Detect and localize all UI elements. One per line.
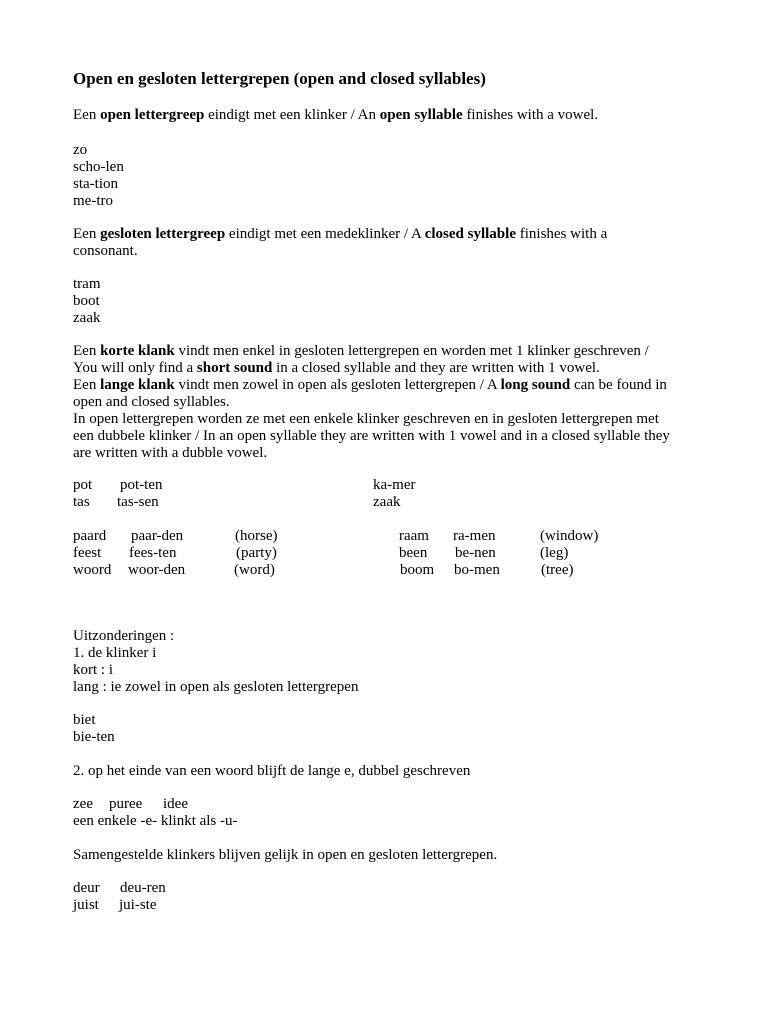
table-cell: zaak	[373, 494, 401, 510]
list-item: tram	[73, 276, 101, 292]
list-item: scho-len	[73, 159, 124, 175]
text: In open lettergrepen worden ze met een enkele klinker geschreven en in gesloten lettergrepen met	[73, 411, 659, 427]
text: You will only find a	[73, 360, 197, 376]
table-cell: woor-den	[128, 562, 186, 578]
list-item: sta-tion	[73, 176, 118, 192]
table-cell: been	[399, 545, 428, 561]
exceptions-section	[73, 628, 698, 696]
list-item: zee	[73, 796, 93, 812]
term-lange-klank: lange klank	[100, 377, 175, 393]
text: open and closed syllables.	[73, 394, 230, 410]
table-cell: (leg)	[540, 545, 569, 561]
text: are written with a dubble vowel.	[73, 445, 268, 461]
term-korte-klank: korte klank	[100, 343, 175, 359]
table-cell: ka-mer	[373, 477, 416, 493]
list-item: 1. de klinker i	[73, 645, 157, 661]
open-examples-list	[73, 142, 698, 210]
list-item: zo	[73, 142, 88, 158]
section-heading: Uitzonderingen :	[73, 628, 175, 644]
text: can be found in	[570, 377, 667, 393]
table-cell: pot-ten	[120, 477, 163, 493]
page-title: Open en gesloten lettergrepen (open and closed syllables)	[73, 69, 486, 88]
text: in a closed syllable and they are written with 1 vowel.	[272, 360, 600, 376]
table-cell: (window)	[540, 528, 599, 544]
list-item: boot	[73, 293, 100, 309]
term-short-sound: short sound	[196, 360, 273, 376]
text: Samengestelde klinkers blijven gelijk in open en gesloten lettergrepen.	[73, 847, 498, 863]
table-cell: (party)	[236, 545, 277, 561]
list-item: 2. op het einde van een woord blijft de lange e, dubbel geschreven	[73, 763, 471, 779]
closed-examples-list	[73, 276, 698, 327]
term-gesloten-lettergreep: gesloten lettergreep	[100, 226, 226, 242]
list-item: me-tro	[73, 193, 113, 209]
text: Een	[73, 226, 101, 242]
table-cell: deur	[73, 880, 100, 896]
table-cell: (horse)	[235, 528, 278, 544]
table-cell: raam	[399, 528, 429, 544]
text: Een	[73, 107, 101, 123]
term-closed-syllable: closed syllable	[424, 226, 516, 242]
table-cell: boom	[400, 562, 435, 578]
text: lang : ie zowel in open als gesloten lettergrepen	[73, 679, 359, 695]
table-cell: deu-ren	[120, 880, 166, 896]
term-open-lettergreep: open lettergreep	[100, 107, 205, 123]
table-cell: paar-den	[131, 528, 184, 544]
table-cell: jui-ste	[119, 897, 157, 913]
exception-1-examples	[73, 712, 698, 746]
text: Een	[73, 377, 101, 393]
table-cell: juist	[73, 897, 99, 913]
term-open-syllable: open syllable	[379, 107, 463, 123]
closed-syllable-definition	[73, 226, 698, 260]
table-cell: tas-sen	[117, 494, 159, 510]
table-cell: be-nen	[455, 545, 496, 561]
text: finishes with a	[515, 226, 608, 242]
table-cell: pot	[73, 477, 93, 493]
term-long-sound: long sound	[500, 377, 571, 393]
table-cell: ra-men	[453, 528, 496, 544]
table-cell: bo-men	[454, 562, 500, 578]
table-cell: woord	[73, 562, 112, 578]
table-cell: paard	[73, 528, 107, 544]
text: Een	[73, 343, 101, 359]
open-syllable-definition	[73, 107, 698, 124]
list-item: idee	[163, 796, 188, 812]
text: een enkele -e- klinkt als -u-	[73, 813, 238, 829]
text: vindt men enkel in gesloten lettergrepen en worden met 1 klinker geschreven /	[174, 343, 649, 359]
sound-rules	[73, 343, 698, 462]
table-cell: tas	[73, 494, 90, 510]
exception-2	[73, 763, 698, 780]
text: vindt men zowel in open als gesloten lettergrepen / A	[174, 377, 501, 393]
list-item: biet	[73, 712, 96, 728]
list-item: zaak	[73, 310, 101, 326]
text: een dubbele klinker / In an open syllable they are written with 1 vowel and in a closed syllable they	[73, 428, 670, 444]
text: eindigt met een medeklinker / A	[225, 226, 425, 242]
table-cell: fees-ten	[129, 545, 177, 561]
text: finishes with a vowel.	[462, 107, 599, 123]
text: kort : i	[73, 662, 113, 678]
table-cell: (tree)	[541, 562, 574, 578]
table-cell: feest	[73, 545, 102, 561]
text: eindigt met een klinker / An	[204, 107, 380, 123]
text: consonant.	[73, 243, 138, 259]
compound-vowels-note	[73, 847, 698, 864]
list-item: bie-ten	[73, 729, 115, 745]
table-cell: (word)	[234, 562, 275, 578]
list-item: puree	[109, 796, 143, 812]
